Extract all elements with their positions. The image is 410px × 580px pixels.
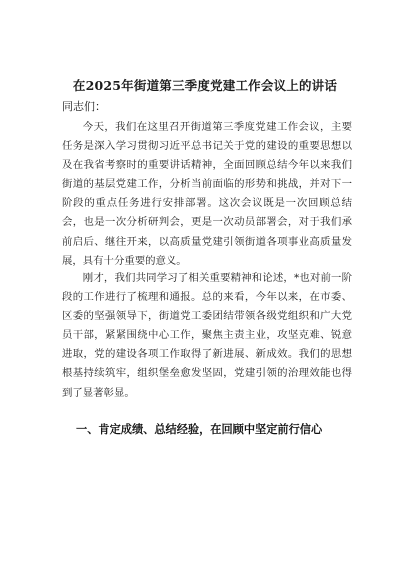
- salutation: 同志们：: [62, 100, 106, 113]
- paragraph-review: 刚才，我们共同学习了相关重要精神和论述，*也对前一阶段的工作进行了梳理和通报。总的来看，今年以来，在市委、区委的坚强领导下，街道党工委团结带领各级党组织和广大党员干部，紧紧围绕中心工作，聚焦主责主业，攻坚克难、锐意进取，党的建设各项工作取得了新进展、新成效。我们的思想根基持续筑牢，组织堡垒愈发坚固，党建引领的治理效能也得到了显著彰显。: [62, 272, 352, 399]
- speech-title: 在2025年街道第三季度党建工作会议上的讲话: [72, 78, 338, 93]
- section-heading: 一、肯定成绩、总结经验，在回顾中坚定前行信心: [76, 422, 323, 436]
- paragraph-opening: 今天，我们在这里召开街道第三季度党建工作会议，主要任务是深入学习贯彻习近平总书记关于党的建设的重要思想以及在我省考察时的重要讲话精神，全面回顾总结今年以来我们街道的基层党建工作，分析当前面临的形势和挑战，并对下一阶段的重点任务进行安排部署。这次会议既是一次回顾总结会，也是一次分析研判会，更是一次动员部署会，对于我们承前启后、继往开来，以高质量党建引领街道各项事业高质量发展，具有十分重要的意义。: [62, 121, 352, 267]
